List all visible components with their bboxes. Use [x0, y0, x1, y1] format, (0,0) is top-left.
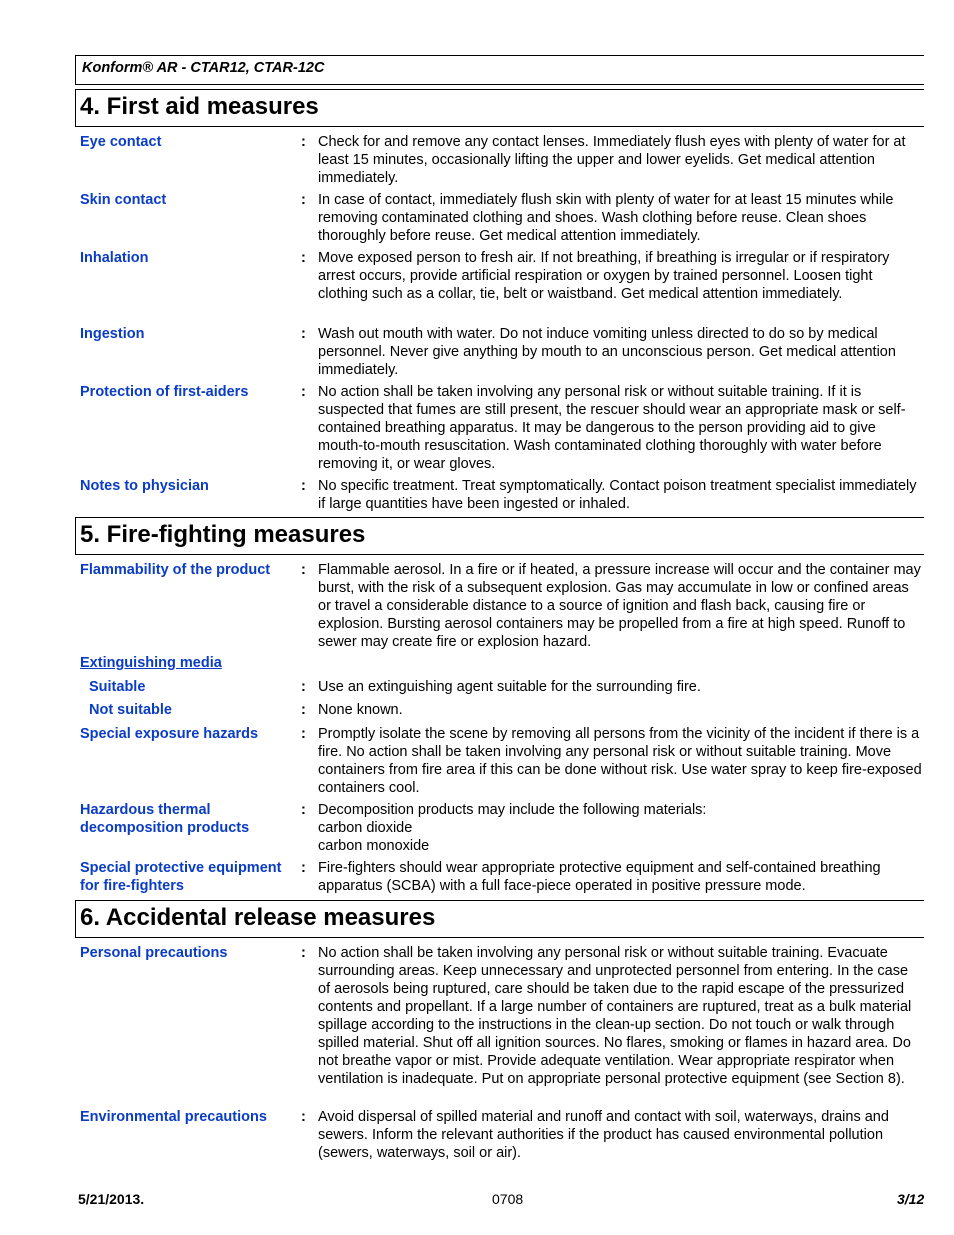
not-suitable-label: Not suitable: [89, 702, 172, 718]
colon: :: [301, 384, 306, 400]
hazardous-thermal-text: [318, 801, 924, 855]
flammability-label: Flammability of the product: [80, 562, 271, 578]
colon: :: [301, 802, 306, 818]
colon: :: [301, 326, 306, 342]
environmental-precautions-text: Avoid dispersal of spilled material and runoff and contact with soil, waterways, drains and sewers. Inform the relevant authorities if the product has caused environmental pollution (sewers, waterways, soil or air).: [318, 1109, 889, 1161]
extinguishing-media-label: Extinguishing media: [80, 655, 222, 671]
document-header: [75, 55, 924, 85]
colon: :: [301, 250, 306, 266]
colon: :: [301, 702, 306, 718]
eye-contact-text: Check for and remove any contact lenses. Immediately flush eyes with plenty of water for at least 15 minutes, occasionally lifting the upper and lower eyelids. Get medical attention immediately.: [318, 134, 906, 186]
suitable-label: Suitable: [89, 679, 146, 695]
special-protective-label: Special protective equipment for fire-fighters: [80, 860, 282, 894]
colon: :: [301, 192, 306, 208]
section-4-title: 4. First aid measures: [75, 89, 924, 127]
footer-page-number: 3/12: [897, 1191, 924, 1207]
notes-text: No specific treatment. Treat symptomatically. Contact poison treatment specialist immediately if large quantities have been ingested or inhaled.: [318, 478, 917, 512]
colon: :: [301, 1109, 306, 1125]
suitable-text: Use an extinguishing agent suitable for the surrounding fire.: [318, 679, 701, 695]
protection-text: No action shall be taken involving any personal risk or without suitable training. If it is suspected that fumes are still present, the rescuer should wear an appropriate mask or self-contained breathing apparatus. It may be dangerous to the person providing aid to give mouth-to-mouth resuscitation. Wash contaminated clothing thoroughly with water before removing it, or wear gloves.: [318, 384, 906, 472]
decomposition-line: Decomposition products may include the following materials:: [318, 802, 707, 818]
colon: :: [301, 478, 306, 494]
inhalation-text: Move exposed person to fresh air. If not breathing, if breathing is irregular or if respiratory arrest occurs, provide artificial respiration or oxygen by trained personnel. Loosen tight clothing such as a collar, tie, belt or waistband. Get medical attention immediately.: [318, 250, 890, 302]
skin-contact-label: Skin contact: [80, 192, 167, 208]
colon: :: [301, 726, 306, 742]
special-protective-text: Fire-fighters should wear appropriate protective equipment and self-contained breathing apparatus (SCBA) with a full face-piece operated in positive pressure mode.: [318, 860, 881, 894]
personal-precautions-text: No action shall be taken involving any personal risk or without suitable training. Evacuate surrounding areas. Keep unnecessary and unprotected personnel from entering. In the case of aerosols being ruptured, care should be taken due to the rapid escape of the pressurized contents and propellant. If a large number of containers are ruptured, treat as a bulk material spillage according to the instructions in the clean-up section. Do not touch or walk through spilled material. Shut off all ignition sources. No flares, smoking or flames in hazard area. Do not breathe vapor or mist. Provide adequate ventilation. Wear appropriate respirator when ventilation is inadequate. Put on appropriate personal protective equipment (see Section 8).: [318, 945, 912, 1087]
special-exposure-text: Promptly isolate the scene by removing all persons from the vicinity of the incident if there is a fire. No action shall be taken involving any personal risk or without suitable training. Move containers from fire area if this can be done without risk. Use water spray to keep fire-exposed containers cool.: [318, 726, 922, 796]
hazardous-thermal-label: Hazardous thermal decomposition products: [80, 802, 250, 836]
personal-precautions-label: Personal precautions: [80, 945, 228, 961]
decomposition-line: carbon dioxide: [318, 820, 413, 836]
colon: :: [301, 860, 306, 876]
protection-label: Protection of first-aiders: [80, 384, 249, 400]
skin-contact-text: In case of contact, immediately flush skin with plenty of water for at least 15 minutes while removing contaminated clothing and shoes. Wash clothing before reuse. Clean shoes thoroughly before reuse. Get medical attention immediately.: [318, 192, 894, 244]
footer-date: 5/21/2013.: [78, 1191, 145, 1207]
inhalation-label: Inhalation: [80, 250, 149, 266]
colon: :: [301, 562, 306, 578]
eye-contact-label: Eye contact: [80, 134, 162, 150]
not-suitable-text: None known.: [318, 702, 403, 718]
notes-label: Notes to physician: [80, 478, 209, 494]
colon: :: [301, 945, 306, 961]
product-name: Konform® AR - CTAR12, CTAR-12C: [82, 60, 325, 76]
footer-code: 0708: [492, 1191, 524, 1207]
colon: :: [301, 679, 306, 695]
environmental-precautions-label: Environmental precautions: [80, 1109, 267, 1125]
colon: :: [301, 134, 306, 150]
ingestion-label: Ingestion: [80, 326, 145, 342]
flammability-text: Flammable aerosol. In a fire or if heated, a pressure increase will occur and the container may burst, with the risk of a subsequent explosion. Gas may accumulate in low or confined areas or travel a considerable distance to a source of ignition and flash back, causing fire or explosion. Bursting aerosol containers may be propelled from a fire at high speed. Runoff to sewer may create fire or explosion hazard.: [318, 562, 921, 650]
section-6-title: 6. Accidental release measures: [75, 900, 924, 938]
special-exposure-label: Special exposure hazards: [80, 726, 259, 742]
section-5-title: 5. Fire-fighting measures: [75, 517, 924, 555]
decomposition-line: carbon monoxide: [318, 838, 430, 854]
ingestion-text: Wash out mouth with water. Do not induce vomiting unless directed to do so by medical personnel. Never give anything by mouth to an unconscious person. Get medical attention immediately.: [318, 326, 896, 378]
